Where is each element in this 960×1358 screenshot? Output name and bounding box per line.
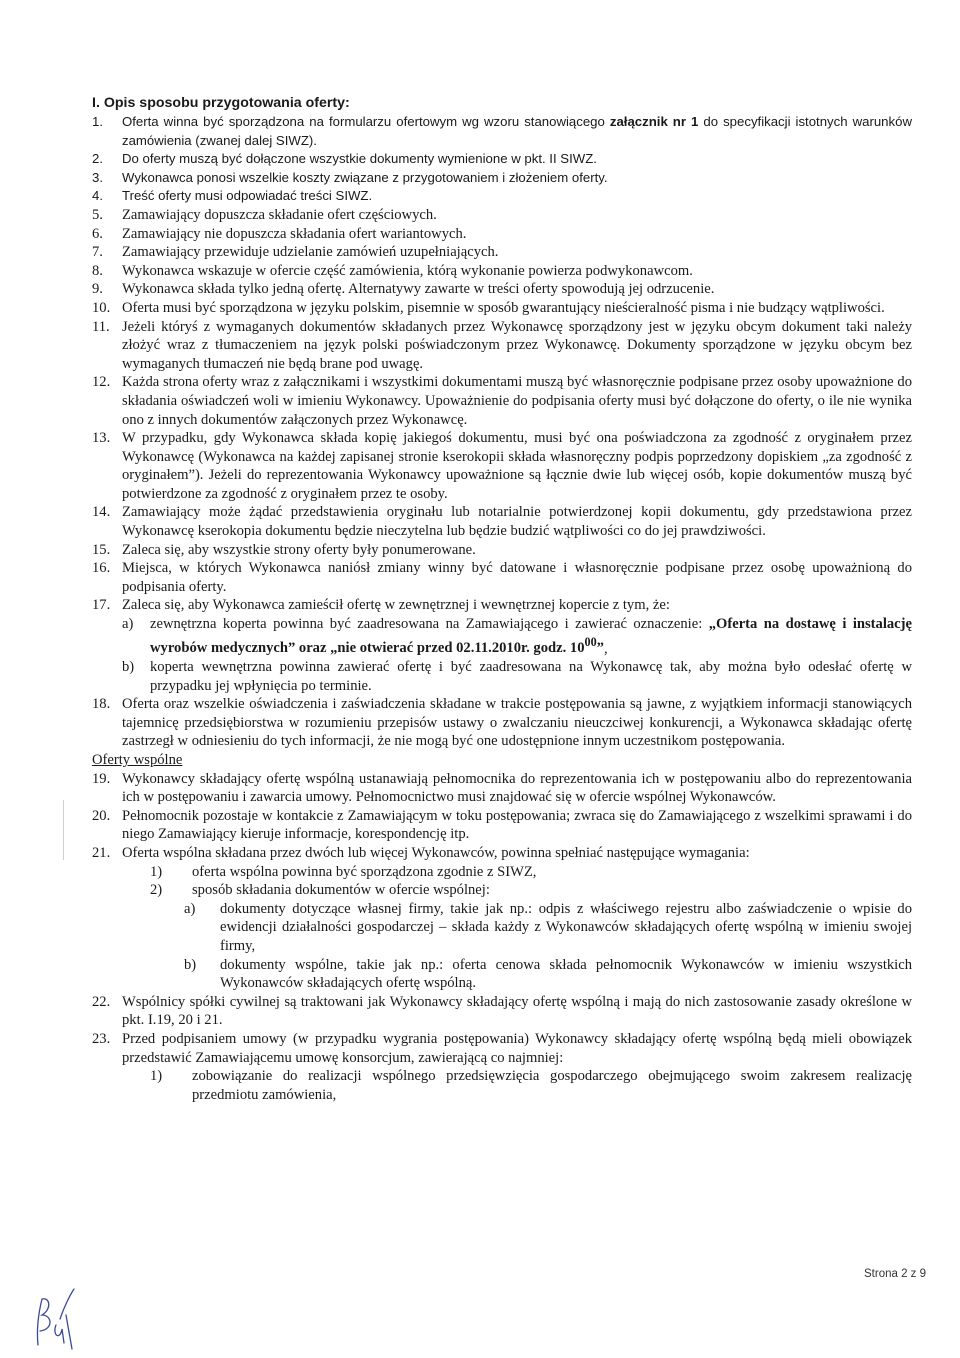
list-item-19 <box>92 770 912 807</box>
item-text: Zamawiający przewiduje udzielanie zamówień uzupełniających. <box>122 244 499 261</box>
list-item-8 <box>92 262 912 281</box>
sublist-23 <box>150 1067 912 1104</box>
item-text: Zaleca się, aby wszystkie strony oferty były ponumerowane. <box>122 541 476 558</box>
item-text: Treść oferty musi odpowiadać treści SIWZ. <box>122 188 373 204</box>
list-item-2 <box>92 150 912 169</box>
item-text: Wykonawca ponosi wszelkie koszty związane z przygotowaniem i złożeniem oferty. <box>122 169 608 185</box>
sub-item-number: 1) <box>150 1068 163 1085</box>
sub-item-number: b) <box>184 956 197 973</box>
sub-item-b <box>122 658 912 695</box>
subsub-item-b <box>184 956 912 993</box>
item-number: 10. <box>92 299 111 316</box>
item-text: Wspólnicy spółki cywilnej są traktowani jak Wykonawcy składający ofertę wspólną i mają do nich zastosowanie zasady określone w pkt. I.19, 20 i 21. <box>122 993 912 1029</box>
list-item-23 <box>92 1030 912 1104</box>
item-text: Wykonawca wskazuje w ofercie część zamówienia, którą wykonanie powierza podwykonawcom. <box>122 262 693 279</box>
list-item-4 <box>92 187 912 206</box>
item-number: 6. <box>92 225 103 242</box>
list-item-17 <box>92 596 912 695</box>
list-item-12 <box>92 373 912 429</box>
item-number: 18. <box>92 696 111 713</box>
list-item-5 <box>92 206 912 225</box>
sub-item-number: a) <box>184 900 196 917</box>
sub-item-text: sposób składania dokumentów w ofercie wspólnej: <box>192 882 490 899</box>
sublist-21 <box>150 863 912 900</box>
sub-item-2 <box>150 881 912 900</box>
item-number: 4. <box>92 188 103 204</box>
item-text: W przypadku, gdy Wykonawca składa kopię jakiegoś dokumentu, musi być ona poświadczona za zgodność z oryginałem przez Wykonawcę (Wykonawca na każdej zapisanej stronie kserokopii składa własnoręczny podpis poprzedzony dopiskiem „za zgodność z oryginałem”). Jeżeli do reprezentowania Wykonawcy upoważnione są łącznie dwie lub więcej osób, kopie dokumentów muszą być potwierdzone za zgodność z oryginałem przez te osoby. <box>122 430 912 502</box>
item-number: 20. <box>92 807 111 824</box>
sub-item-a <box>122 615 912 658</box>
item-text: Do oferty muszą być dołączone wszystkie dokumenty wymienione w pkt. II SIWZ. <box>122 151 597 167</box>
item-number: 2. <box>92 151 103 167</box>
page-number: Strona 2 z 9 <box>864 1268 927 1280</box>
sub-item-text: dokumenty dotyczące własnej firmy, takie jak np.: odpis z właściwego rejestru albo zaświadczenie o wpisie do ewidencji działalności gospodarczej – składa każdy z Wykonawców składających ofertę wspólną w imieniu swojej firmy, <box>220 900 912 954</box>
handwritten-signature <box>30 1285 78 1353</box>
item-text: Zamawiający może żądać przedstawienia oryginału lub notarialnie potwierdzonej kopii dokumentu, gdy przedstawiona przez Wykonawcę kserokopia dokumentu będzie nieczytelna lub będzie budzić wątpliwości co do jej prawdziwości. <box>122 504 912 540</box>
list-item-15 <box>92 541 912 560</box>
item-text: Pełnomocnik pozostaje w kontakcie z Zamawiającym w toku postępowania; zwraca się do Zamawiającego z wszelkimi sprawami i do niego Zamawiający kieruje informacje, korespondencję itp. <box>122 807 912 843</box>
item-number: 12. <box>92 374 111 391</box>
sublist-17 <box>122 615 912 695</box>
sub-item-number: 1) <box>150 863 163 880</box>
item-text: Zaleca się, aby Wykonawca zamieścił ofertę w zewnętrznej i wewnętrznej kopercie z tym, że: <box>122 597 670 614</box>
sub-item-1 <box>150 863 912 882</box>
item-number: 15. <box>92 541 111 558</box>
subsublist-21 <box>184 900 912 993</box>
item-number: 8. <box>92 262 103 279</box>
list-item-3 <box>92 169 912 188</box>
subsub-item-a <box>184 900 912 956</box>
sub-item-text: dokumenty wspólne, takie jak np.: oferta cenowa składa pełnomocnik Wykonawców w imieniu wszystkich Wykonawców składających ofertę wspólną. <box>220 956 912 992</box>
item-number: 13. <box>92 430 111 447</box>
sub-item-1 <box>150 1067 912 1104</box>
item-number: 22. <box>92 993 111 1010</box>
list-item-20 <box>92 807 912 844</box>
list-item-1 <box>92 113 912 150</box>
item-number: 23. <box>92 1030 111 1047</box>
sub-item-text: oferta wspólna powinna być sporządzona zgodnie z SIWZ, <box>192 863 537 880</box>
list-item-21 <box>92 844 912 993</box>
list-item-7 <box>92 243 912 262</box>
item-text: Miejsca, w których Wykonawca naniósł zmiany winny być datowane i własnoręcznie podpisane przez osobę upoważnioną do podpisania oferty. <box>122 560 912 595</box>
item-number: 3. <box>92 169 103 185</box>
item-text: Zamawiający nie dopuszcza składania ofert wariantowych. <box>122 225 467 242</box>
section-title-joint-offers: Oferty wspólne <box>92 752 183 769</box>
item-number: 17. <box>92 597 111 614</box>
list-item-14 <box>92 503 912 540</box>
list-item-13 <box>92 429 912 503</box>
item-number: 7. <box>92 244 103 261</box>
sub-item-number: 2) <box>150 882 163 899</box>
section-heading: I. Opis sposobu przygotowania oferty: <box>92 95 350 111</box>
item-number: 1. <box>92 114 103 129</box>
list-item-6 <box>92 225 912 244</box>
item-text: Wykonawca składa tylko jedną ofertę. Alternatywy zawarte w treści oferty spowodują jej odrzucenie. <box>122 281 715 298</box>
sub-item-text: zobowiązanie do realizacji wspólnego przedsięwzięcia gospodarczego obejmującego swoim zakresem realizację przedmiotu zamówienia, <box>192 1068 912 1103</box>
item-text: Jeżeli któryś z wymaganych dokumentów składanych przez Wykonawcę sporządzony jest w języku obcym dokument taki należy złożyć wraz z tłumaczeniem na język polski poświadczonym przez Wykonawcę. Dokumenty sporządzone w języku obcym bez wymaganych tłumaczeń nie będą brane pod uwagę. <box>122 318 912 372</box>
margin-mark <box>62 800 65 860</box>
item-number: 16. <box>92 560 111 577</box>
list-a <box>92 206 912 596</box>
list-item-9 <box>92 280 912 299</box>
item-number: 21. <box>92 845 111 862</box>
item-number: 9. <box>92 281 103 298</box>
item-text: Oferta wspólna składana przez dwóch lub więcej Wykonawców, powinna spełniać następujące wymagania: <box>122 845 750 862</box>
list-item-18 <box>92 695 912 751</box>
item-text: Przed podpisaniem umowy (w przypadku wygrania postępowania) Wykonawcy składający ofertę wspólną będą mieli obowiązek przedstawić Zamawiającemu umowę konsorcjum, zawierającą co najmniej: <box>122 1030 912 1066</box>
item-text: Zamawiający dopuszcza składanie ofert częściowych. <box>122 206 437 223</box>
item-text: Oferta musi być sporządzona w języku polskim, pisemnie w sposób gwarantujący nieścieralność pisma i nie budzący wątpliwości. <box>122 299 885 316</box>
sub-item-number: b) <box>122 659 135 676</box>
item-text: Każda strona oferty wraz z załącznikami i wszystkimi dokumentami muszą być własnoręcznie podpisane przez osoby upoważnione do składania oświadczeń woli w imieniu Wykonawcy. Upoważnienie do podpisania oferty musi być dołączone do oferty, o ile nie wynika ono z innych dokumentów załączonych przez Wykonawcę. <box>122 374 912 428</box>
list-item-16 <box>92 559 912 596</box>
item-number: 11. <box>92 318 110 335</box>
document-page <box>92 94 912 1104</box>
sub-item-text: koperta wewnętrzna powinna zawierać ofertę i być zaadresowana na Wykonawcę tak, aby można było odesłać ofertę w przypadku jej wpłynięcia po terminie. <box>150 659 912 694</box>
sub-item-text: zewnętrzna koperta powinna być zaadresowana na Zamawiającego i zawierać oznaczenie: „Oferta na dostawę i instalację wyrobów medycznych” oraz „nie otwierać przed 02.11.2010r. godz. $10^{00}$”, <box>150 616 913 657</box>
list-item-11 <box>92 318 912 374</box>
item-text: Oferta winna być sporządzona na formularzu ofertowym wg wzoru stanowiącego załącznik nr 1 do specyfikacji istotnych warunków zamówienia (zwanej dalej SIWZ). <box>122 114 912 148</box>
list-item-22 <box>92 993 912 1030</box>
item-text: Oferta oraz wszelkie oświadczenia i zaświadczenia składane w trakcie postępowania są jawne, z wyjątkiem informacji stanowiących tajemnicę przedsiębiorstwa w rozumieniu przepisów ustawy o zwalczaniu nieuczciwej konkurencji, a Wykonawca składając ofertę zastrzegł w odniesieniu do tych informacji, że nie mogą być one udostępnione innym uczestnikom postępowania. <box>122 696 912 750</box>
list-b <box>92 770 912 844</box>
item-number: 5. <box>92 206 103 223</box>
sub-item-number: a) <box>122 616 134 633</box>
list-item-10 <box>92 299 912 318</box>
item-number: 14. <box>92 504 111 521</box>
list-sans <box>92 113 912 206</box>
item-number: 19. <box>92 770 111 787</box>
item-text: Wykonawcy składający ofertę wspólną ustanawiają pełnomocnika do reprezentowania ich w postępowaniu albo do reprezentowania ich w postępowaniu i zawarcia umowy. Pełnomocnictwo musi znajdować się w ofercie wspólnej Wykonawców. <box>122 770 912 806</box>
